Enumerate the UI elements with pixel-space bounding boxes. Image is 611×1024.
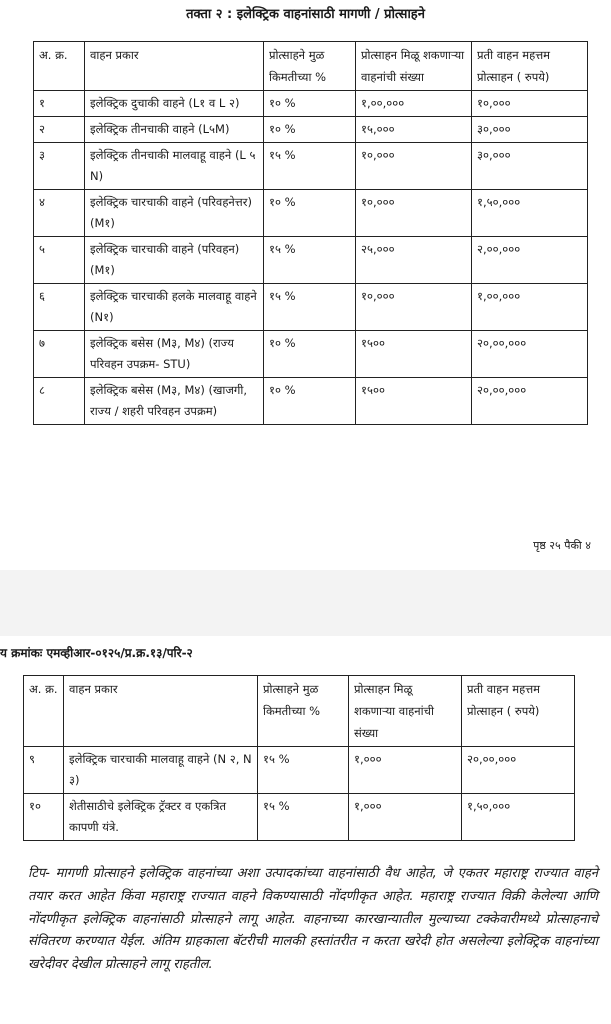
cell-max-incentive: २०,००,०००	[472, 331, 588, 378]
cell-max-incentive: २०,००,०००	[472, 378, 588, 425]
table-row	[34, 143, 588, 190]
cell-vehicle-type: इलेक्ट्रिक तीनचाकी मालवाहू वाहने (L ५ N)	[85, 143, 264, 190]
cell-count: १,०००	[349, 794, 462, 841]
cell-percent: १० %	[264, 117, 356, 143]
col-header-percent: प्रोत्साहने मुळ किमतीच्या %	[258, 676, 349, 747]
cell-count: १,००,०००	[356, 91, 472, 117]
table-body	[24, 747, 575, 841]
cell-percent: १५ %	[264, 143, 356, 190]
cell-sr: ६	[34, 284, 85, 331]
cell-sr: ५	[34, 237, 85, 284]
col-header-sr: अ. क्र.	[24, 676, 64, 747]
col-header-type: वाहन प्रकार	[85, 42, 264, 91]
table-title: तक्ता २ : इलेक्ट्रिक वाहनांसाठी मागणी / प्रोत्साहने	[186, 7, 425, 22]
cell-vehicle-type: इलेक्ट्रिक चारचाकी मालवाहू वाहने (N २, N ३)	[64, 747, 258, 794]
table-header	[24, 676, 575, 747]
table-row	[34, 91, 588, 117]
cell-count: १०,०००	[356, 143, 472, 190]
col-header-count: प्रोत्साहन मिळू शकणाऱ्या वाहनांची संख्या	[356, 42, 472, 91]
cell-count: १,०००	[349, 747, 462, 794]
cell-percent: १० %	[264, 378, 356, 425]
cell-vehicle-type: इलेक्ट्रिक चारचाकी वाहने (परिवहनेत्तर) (M१)	[85, 190, 264, 237]
cell-max-incentive: १,५०,०००	[472, 190, 588, 237]
table-header	[34, 42, 588, 91]
table-row	[34, 378, 588, 425]
table-body	[34, 91, 588, 425]
page-number: पृष्ठ २५ पैकी ४	[533, 539, 591, 552]
reference-number: य क्रमांकः एमव्हीआर-०१२५/प्र.क्र.१३/परि-२	[0, 646, 193, 660]
cell-percent: १५ %	[264, 237, 356, 284]
cell-vehicle-type: इलेक्ट्रिक चारचाकी वाहने (परिवहन) (M१)	[85, 237, 264, 284]
col-header-sr: अ. क्र.	[34, 42, 85, 91]
cell-max-incentive: ३०,०००	[472, 117, 588, 143]
cell-sr: ३	[34, 143, 85, 190]
col-header-max: प्रती वाहन महत्तम प्रोत्साहन ( रुपये)	[462, 676, 575, 747]
cell-sr: ८	[34, 378, 85, 425]
table-row	[24, 747, 575, 794]
col-header-max: प्रती वाहन महत्तम प्रोत्साहन ( रुपये)	[472, 42, 588, 91]
cell-sr: २	[34, 117, 85, 143]
cell-max-incentive: २०,००,०००	[462, 747, 575, 794]
table-row	[34, 117, 588, 143]
cell-sr: ९	[24, 747, 64, 794]
cell-count: १५,०००	[356, 117, 472, 143]
cell-vehicle-type: इलेक्ट्रिक दुचाकी वाहने (L१ व L २)	[85, 91, 264, 117]
cell-vehicle-type: इलेक्ट्रिक तीनचाकी वाहने (L५M)	[85, 117, 264, 143]
cell-percent: १० %	[264, 91, 356, 117]
cell-vehicle-type: इलेक्ट्रिक बसेस (M३, M४) (खाजगी, राज्य / शहरी परिवहन उपक्रम)	[85, 378, 264, 425]
cell-percent: १० %	[264, 190, 356, 237]
col-header-type: वाहन प्रकार	[64, 676, 258, 747]
cell-percent: १५ %	[258, 794, 349, 841]
cell-max-incentive: २,००,०००	[472, 237, 588, 284]
cell-count: १५००	[356, 331, 472, 378]
cell-percent: १५ %	[258, 747, 349, 794]
table-row	[24, 794, 575, 841]
cell-sr: ७	[34, 331, 85, 378]
incentive-table-2	[23, 675, 575, 841]
table-row	[34, 331, 588, 378]
col-header-percent: प्रोत्साहने मुळ किमतीच्या %	[264, 42, 356, 91]
cell-max-incentive: १,००,०००	[472, 284, 588, 331]
cell-count: २५,०००	[356, 237, 472, 284]
cell-vehicle-type: शेतीसाठीचे इलेक्ट्रिक ट्रॅक्टर व एकत्रित कापणी यंत्रे.	[64, 794, 258, 841]
incentive-table-1	[33, 41, 588, 425]
cell-vehicle-type: इलेक्ट्रिक बसेस (M३, M४) (राज्य परिवहन उपक्रम- STU)	[85, 331, 264, 378]
cell-percent: १५ %	[264, 284, 356, 331]
cell-count: १०,०००	[356, 190, 472, 237]
cell-max-incentive: १०,०००	[472, 91, 588, 117]
table-row	[34, 190, 588, 237]
cell-sr: १	[34, 91, 85, 117]
page-gap	[0, 570, 611, 636]
footnote: टिप- मागणी प्रोत्साहने इलेक्ट्रिक वाहनांच्या अशा उत्पादकांच्या वाहनांसाठी वैध आहेत, जे एकतर महाराष्ट्र राज्यात वाहने तयार करत आहेत किंवा महाराष्ट्र राज्यात वाहने विकण्यासाठी नोंदणीकृत आहेत. महाराष्ट्र राज्यात विक्री केलेल्या आणि नोंदणीकृत इलेक्ट्रिक वाहनांसाठी प्रोत्साहने लागू आहेत. वाहनाच्या कारखान्यातील मुल्याच्या टक्केवारीमध्ये प्रोत्साहनाचे संवितरण करण्यात येईल. अंतिम ग्राहकाला बॅटरीची मालकी हस्तांतरीत न करता खरेदी होत असलेल्या इलेक्ट्रिक वाहनांच्या खरेदीवर देखील प्रोत्साहने लागू राहतील.	[28, 866, 598, 973]
cell-max-incentive: ३०,०००	[472, 143, 588, 190]
table-row	[34, 284, 588, 331]
cell-max-incentive: १,५०,०००	[462, 794, 575, 841]
col-header-count: प्रोत्साहन मिळू शकणाऱ्या वाहनांची संख्या	[349, 676, 462, 747]
cell-sr: १०	[24, 794, 64, 841]
cell-percent: १० %	[264, 331, 356, 378]
cell-vehicle-type: इलेक्ट्रिक चारचाकी हलके मालवाहू वाहने (N१)	[85, 284, 264, 331]
cell-count: १०,०००	[356, 284, 472, 331]
cell-sr: ४	[34, 190, 85, 237]
cell-count: १५००	[356, 378, 472, 425]
table-row	[34, 237, 588, 284]
